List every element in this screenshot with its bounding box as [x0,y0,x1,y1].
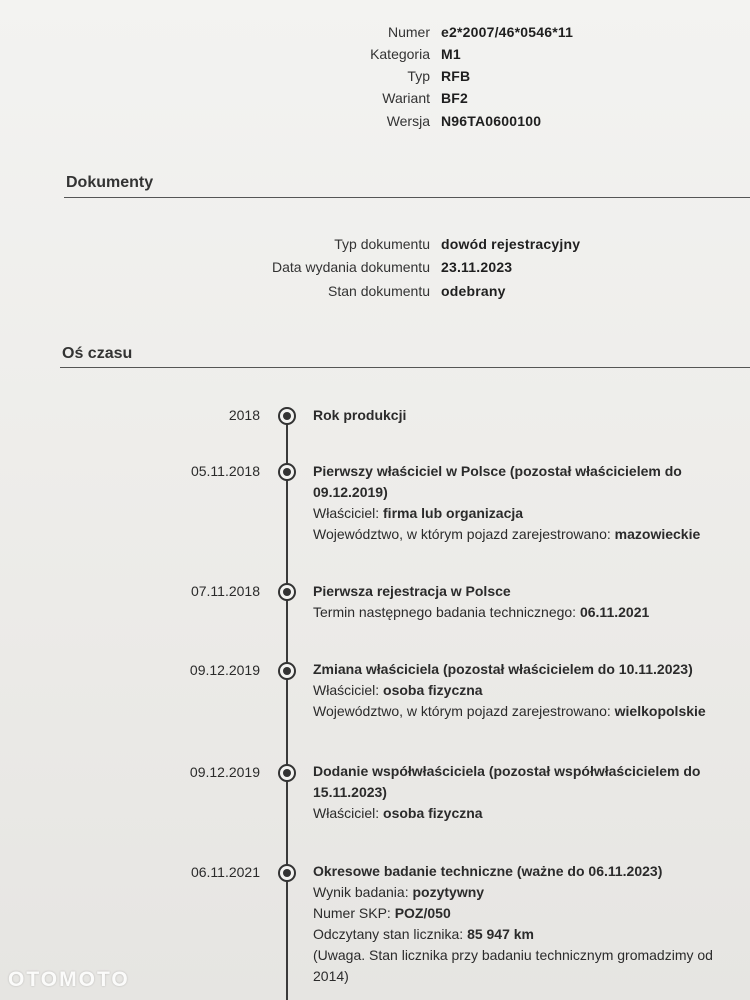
detail-label: Termin następnego badania technicznego: [313,604,577,620]
vehicle-row-numer [0,24,750,46]
detail-value: osoba fizyczna [383,682,483,698]
timeline-event-date: 07.11.2018 [190,583,260,599]
timeline-divider [60,367,750,368]
timeline-dot-icon [278,764,296,782]
timeline-event [313,461,723,545]
document-value: odebrany [441,283,506,299]
timeline-event-detail [313,602,723,623]
vehicle-row-wariant [0,90,750,112]
timeline-event-title: Dodanie współwłaściciela (pozostał współwłaścicielem do [313,763,701,779]
vehicle-row-kategoria [0,46,750,68]
vehicle-label: Wersja [386,113,430,129]
document-row-issue-date [0,259,750,281]
timeline-event-detail [313,524,723,545]
detail-value: pozytywny [412,884,485,900]
vehicle-value: RFB [441,68,471,84]
detail-value: wielkopolskie [614,703,706,719]
document-value: dowód rejestracyjny [441,236,581,252]
timeline-event-title: 09.12.2019) [313,484,388,500]
timeline-event-title: Zmiana właściciela (pozostał właścicielem do 10.11.2023) [313,661,693,677]
timeline-event-title: Pierwsza rejestracja w Polsce [313,583,511,599]
documents-section-title: Dokumenty [66,174,154,191]
timeline-event [313,659,723,722]
timeline-event-date: 06.11.2021 [190,864,260,880]
vehicle-value: e2*2007/46*0546*11 [441,24,574,40]
timeline-dot-icon [278,407,296,425]
vehicle-label: Kategoria [370,46,430,62]
timeline-event-date: 09.12.2019 [189,662,260,678]
vehicle-value: N96TA0600100 [441,113,542,129]
detail-label: Właściciel: [313,505,380,521]
document-label: Stan dokumentu [328,283,430,299]
document-row-status [0,283,750,305]
timeline-event-date: 09.12.2019 [189,764,260,780]
timeline-event [313,761,723,824]
timeline-dot-icon [278,583,296,601]
detail-value: POZ/050 [394,905,451,921]
timeline-event-title: Pierwszy właściciel w Polsce (pozostał właścicielem do [313,463,682,479]
document-label: Data wydania dokumentu [272,259,430,275]
timeline-event-title: Okresowe badanie techniczne (ważne do 06.11.2023) [313,863,663,879]
detail-label: Wynik badania: [313,884,409,900]
timeline-event-note: (Uwaga. Stan licznika przy badaniu technicznym gromadzimy od [313,947,713,963]
documents-divider [64,197,750,198]
timeline-event-date: 2018 [228,407,260,423]
timeline-section-title: Oś czasu [62,345,133,362]
timeline-event-detail [313,680,723,701]
timeline-dot-icon [278,662,296,680]
document-label: Typ dokumentu [334,236,430,252]
timeline-event-title: Rok produkcji [313,407,407,423]
detail-value: osoba fizyczna [383,805,483,821]
vehicle-label: Numer [387,24,430,40]
vehicle-row-typ [0,68,750,90]
vehicle-row-wersja [0,113,750,135]
timeline-event [313,405,723,426]
timeline-event-note: 2014) [313,968,349,984]
detail-value: firma lub organizacja [383,505,524,521]
timeline-event [313,861,723,987]
detail-value: 06.11.2021 [579,604,650,620]
detail-label: Numer SKP: [313,905,391,921]
vehicle-value: M1 [441,46,461,62]
timeline-event-detail [313,882,723,903]
timeline-event-detail [313,701,723,722]
timeline-axis [286,416,288,1000]
detail-value: mazowieckie [614,526,701,542]
timeline-event-title: 15.11.2023) [313,784,387,800]
vehicle-value: BF2 [441,90,469,106]
vehicle-label: Wariant [382,90,430,106]
detail-label: Odczytany stan licznika: [313,926,464,942]
timeline-dot-icon [278,864,296,882]
detail-label: Województwo, w którym pojazd zarejestrowano: [313,526,611,542]
document-value: 23.11.2023 [441,259,513,275]
timeline-event [313,581,723,623]
timeline-dot-icon [278,463,296,481]
detail-value: 85 947 km [467,926,535,942]
timeline-event-detail [313,903,723,924]
timeline-event-detail [313,503,723,524]
vehicle-label: Typ [407,68,430,84]
detail-label: Województwo, w którym pojazd zarejestrowano: [313,703,611,719]
otomoto-watermark-logo: OTOMOTO [8,968,130,991]
timeline-event-detail [313,803,723,824]
timeline-event-date: 05.11.2018 [190,463,260,479]
detail-label: Właściciel: [313,682,380,698]
detail-label: Właściciel: [313,805,380,821]
timeline-event-detail [313,924,723,945]
document-row-type [0,236,750,258]
